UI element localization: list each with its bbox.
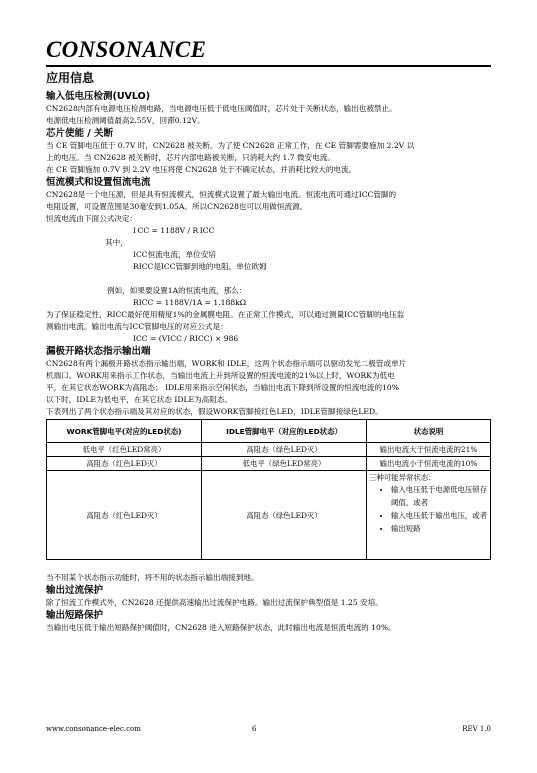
after-table-note: 当不用某个状态指示功能时，将不用的状态指示输出端接到地。 [46, 573, 259, 582]
uvlo-line: CN2628内部有电源电压检测电路，当电源电压低于低电压阈值时，芯片处于关断状态，输出也被禁止。 [46, 104, 397, 113]
table-cell: 高阻态（绿色LED灭） [202, 471, 367, 560]
table-header: IDLE管脚电平（对应的LED状态） [202, 420, 367, 443]
table-row [47, 457, 491, 471]
footer-revision: REV 1.0 [462, 725, 491, 733]
cc-note-line: 测输出电流。输出电流与ICC管脚电压的对应公式是： [46, 322, 228, 331]
cc-heading: 恒流模式和设置恒流电流 [46, 177, 151, 188]
ce-line: 在 CE 管脚施加 0.7V 到 2.2V 电压将使 CN2628 处于不确定状态，并消耗比较大的电流。 [46, 165, 357, 174]
page-content [46, 70, 491, 634]
table-cell: 高阻态（绿色LED灭） [202, 443, 367, 457]
ce-line: 上的电压。当 CN2628 被关断时，芯片内部电路被关断，只消耗大约 1.7 微安电流。 [46, 153, 335, 162]
ocp-heading: 输出过流保护 [46, 585, 104, 596]
scp-body: 当输出电压低于输出短路保护阈值时，CN2628 进入短路保护状态，此时输出电流是恒流电流的 10%。 [46, 623, 396, 632]
table-cell-list [367, 471, 491, 560]
list-item: • 输出短路 [391, 522, 488, 535]
cc-def-r: RICC是ICC管脚到地的电阻，单位欧姆 [133, 262, 267, 271]
table-header: 状态说明 [367, 420, 491, 443]
table-header: WORK管脚电平(对应的LED状态) [47, 420, 202, 443]
footer-page-number: 6 [252, 725, 257, 733]
scp-heading: 输出短路保护 [46, 610, 104, 621]
od-heading: 漏极开路状态指示输出端 [46, 346, 151, 357]
table-cell: 高阻态（红色LED灭） [47, 457, 202, 471]
cc-line: 电阻设置，可设置范围是30毫安到1.05A。所以CN2628也可以用做恒流源。 [46, 202, 308, 211]
footer-url: www.consonance-elec.com [46, 725, 141, 733]
abnormal-intro: 三种可能异常状态： [369, 473, 436, 482]
brand-logo: CONSONANCE [46, 37, 207, 62]
od-line: CN2628有两个漏极开路状态指示输出端，WORK和 IDLE，这两个状态指示端可以驱动发光二极管或单片 [46, 359, 407, 368]
cc-example-calc: RICC = 1188V/1A = 1.188kΩ [133, 298, 247, 307]
table-cell: 低电平（绿色LED常亮） [202, 457, 367, 471]
status-table [46, 419, 491, 560]
cc-line: CN2628是一个电压源，但是具有恒流模式，恒流模式设置了最大输出电流。恒流电流可通过ICC管脚的 [46, 190, 397, 199]
list-item: • 输入电压低于电源低电压锁存阈值，或者 [391, 483, 488, 509]
cc-example: 例如，如果要设置1A的恒流电流，那么： [107, 286, 247, 295]
header-rule [46, 65, 491, 67]
cc-where: 其中， [105, 238, 128, 247]
table-row [47, 443, 491, 457]
od-line: 以下时，IDLE为低电平，在其它状态 IDLE为高阻态。 [46, 395, 233, 404]
od-line: 机端口。WORK用来指示工作状态，当输出电流上升到所设置的恒流电流的21%以上时，WORK为低电 [46, 371, 395, 380]
cc-formula2: ICC = (VICC / RICC) × 986 [133, 334, 239, 343]
ce-heading: 芯片使能 / 关断 [46, 128, 114, 139]
list-item: • 输入电压低于输出电压，或者 [391, 509, 488, 522]
uvlo-line: 电源低电压检测阈值最高2.55V，回滞0.12V。 [46, 116, 205, 125]
table-cell: 高阻态（红色LED灭） [47, 471, 202, 560]
cc-formula: I CC = 1188V / R ICC [133, 226, 215, 235]
cc-line: 恒流电流由下面公式决定： [46, 214, 138, 223]
table-cell: 低电平（红色LED常亮） [47, 443, 202, 457]
table-cell: 输出电流大于恒流电流的21% [367, 443, 491, 457]
cc-note-line: 为了保证稳定性，RICC最好使用精度1%的金属膜电阻。在正常工作模式，可以通过测量ICC管脚的电压监 [46, 310, 405, 319]
cc-def-i: ICC恒流电流，单位安培 [133, 250, 216, 259]
ocp-body: 除了恒流工作模式外，CN2628 还提供高速输出过流保护电路。输出过流保护典型值是 1.25 安培。 [46, 598, 383, 607]
abnormal-list [369, 483, 488, 535]
table-cell: 输出电流小于恒流电流的10% [367, 457, 491, 471]
ce-line: 当 CE 管脚电压低于 0.7V 时，CN2628 被关断。为了使 CN2628 正常工作，在 CE 管脚需要施加 2.2V 以 [46, 141, 415, 150]
od-line: 下表列出了两个状态指示端及其对应的状态，假设WORK管脚接红色LED，IDLE管脚接绿色LED。 [46, 407, 383, 416]
section-title: 应用信息 [46, 71, 95, 85]
uvlo-heading: 输入低电压检测(UVLO) [46, 91, 151, 102]
table-row [47, 471, 491, 560]
od-line: 平，在其它状态WORK为高阻态； IDLE用来指示空闲状态，当输出电流下降到所设置的恒流电流的10% [46, 383, 399, 392]
